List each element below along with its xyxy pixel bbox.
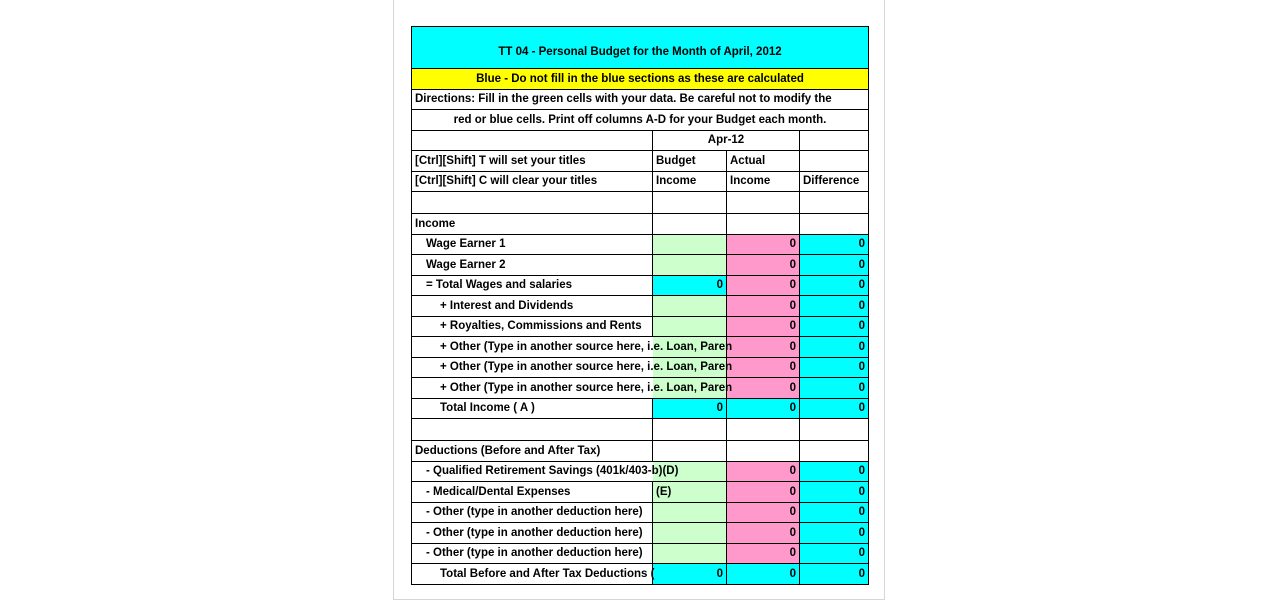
blank-row (412, 192, 869, 214)
difference-cell: 0 (800, 275, 869, 296)
actual-cell: 0 (727, 564, 800, 585)
income-label: + Royalties, Commissions and Rents (412, 316, 653, 337)
deduction-label: - Other (type in another deduction here) (412, 523, 653, 544)
blank-row (412, 419, 869, 441)
income-label: = Total Wages and salaries (412, 275, 653, 296)
directions-row-2 (412, 110, 869, 131)
actual-cell[interactable]: 0 (727, 275, 800, 296)
deduction-label: - Qualified Retirement Savings (401k/403-b)(D) (426, 465, 679, 478)
income-row (412, 275, 869, 296)
budget-cell[interactable] (653, 296, 727, 317)
difference-cell: 0 (800, 255, 869, 276)
deduction-row (412, 502, 869, 523)
income-label: Wage Earner 2 (412, 255, 653, 276)
deductions-section-label: Deductions (Before and After Tax) (412, 441, 653, 462)
income-row (412, 316, 869, 337)
sheet-title: TT 04 - Personal Budget for the Month of April, 2012 (412, 27, 869, 69)
budget-cell: 0 (653, 275, 727, 296)
budget-cell[interactable] (653, 543, 727, 564)
deduction-row (412, 523, 869, 544)
difference-cell: 0 (800, 398, 869, 419)
actual-cell[interactable]: 0 (727, 482, 800, 503)
difference-cell: 0 (800, 357, 869, 378)
actual-cell[interactable]: 0 (727, 337, 800, 358)
budget-cell[interactable] (653, 255, 727, 276)
total-deductions-label: Total Before and After Tax Deductions ( (412, 564, 653, 585)
actual-cell[interactable]: 0 (727, 502, 800, 523)
income-row (412, 357, 869, 378)
title-row (412, 27, 869, 69)
month-row (412, 130, 869, 151)
help-text-clear-titles: [Ctrl][Shift] C will clear your titles (412, 171, 653, 192)
directions-row-1 (412, 89, 869, 110)
deductions-section-row (412, 441, 869, 462)
directions-line-1: Directions: Fill in the green cells with your data. Be careful not to modify the (412, 89, 869, 110)
income-row (412, 378, 869, 399)
difference-cell: 0 (800, 234, 869, 255)
header-row-1 (412, 151, 869, 172)
actual-income-header: Income (727, 171, 800, 192)
difference-cell: 0 (800, 461, 869, 482)
total-deductions-row (412, 564, 869, 585)
income-section-label: Income (412, 214, 653, 235)
actual-cell[interactable]: 0 (727, 461, 800, 482)
actual-cell[interactable]: 0 (727, 543, 800, 564)
note-row (412, 69, 869, 90)
deduction-label: - Other (type in another deduction here) (412, 543, 653, 564)
difference-cell: 0 (800, 378, 869, 399)
budget-cell[interactable] (653, 502, 727, 523)
income-row (412, 337, 869, 358)
actual-cell[interactable]: 0 (727, 357, 800, 378)
calculated-note: Blue - Do not fill in the blue sections as these are calculated (412, 69, 869, 90)
budget-cell: 0 (653, 398, 727, 419)
budget-cell[interactable] (653, 234, 727, 255)
deduction-row (412, 482, 869, 503)
difference-cell: 0 (800, 482, 869, 503)
total-income-row (412, 398, 869, 419)
budget-cell[interactable] (653, 523, 727, 544)
month-label: Apr-12 (653, 130, 800, 151)
budget-income-header: Income (653, 171, 727, 192)
deduction-row (412, 543, 869, 564)
difference-cell: 0 (800, 337, 869, 358)
difference-cell: 0 (800, 523, 869, 544)
income-label: Wage Earner 1 (412, 234, 653, 255)
total-income-label: Total Income ( A ) (412, 398, 653, 419)
budget-header: Budget (653, 151, 727, 172)
actual-cell[interactable]: 0 (727, 378, 800, 399)
income-section-row (412, 214, 869, 235)
income-row (412, 255, 869, 276)
difference-cell: 0 (800, 543, 869, 564)
actual-cell[interactable]: 0 (727, 255, 800, 276)
income-row (412, 296, 869, 317)
directions-line-2: red or blue cells. Print off columns A-D for your Budget each month. (412, 110, 869, 131)
header-row-2 (412, 171, 869, 192)
difference-cell: 0 (800, 316, 869, 337)
actual-cell[interactable]: 0 (727, 316, 800, 337)
income-label: + Other (Type in another source here, i.e. Loan, Paren (440, 361, 733, 374)
income-label: + Interest and Dividends (412, 296, 653, 317)
actual-cell[interactable]: 0 (727, 234, 800, 255)
deduction-row (412, 461, 869, 482)
deduction-label: - Medical/Dental Expenses (412, 482, 653, 503)
actual-cell[interactable]: 0 (727, 523, 800, 544)
help-text-set-titles: [Ctrl][Shift] T will set your titles (412, 151, 653, 172)
budget-table (411, 26, 869, 585)
income-label: + Other (Type in another source here, i.e. Loan, Paren (440, 340, 733, 353)
difference-cell: 0 (800, 564, 869, 585)
budget-cell[interactable] (653, 316, 727, 337)
difference-header: Difference (800, 171, 869, 192)
actual-cell[interactable]: 0 (727, 296, 800, 317)
actual-cell: 0 (727, 398, 800, 419)
income-row (412, 234, 869, 255)
actual-header: Actual (727, 151, 800, 172)
budget-cell[interactable]: (E) (653, 482, 727, 503)
income-label: + Other (Type in another source here, i.e. Loan, Paren (440, 381, 733, 394)
deduction-label: - Other (type in another deduction here) (412, 502, 653, 523)
budget-cell: 0 (653, 564, 727, 585)
difference-cell: 0 (800, 296, 869, 317)
difference-cell: 0 (800, 502, 869, 523)
